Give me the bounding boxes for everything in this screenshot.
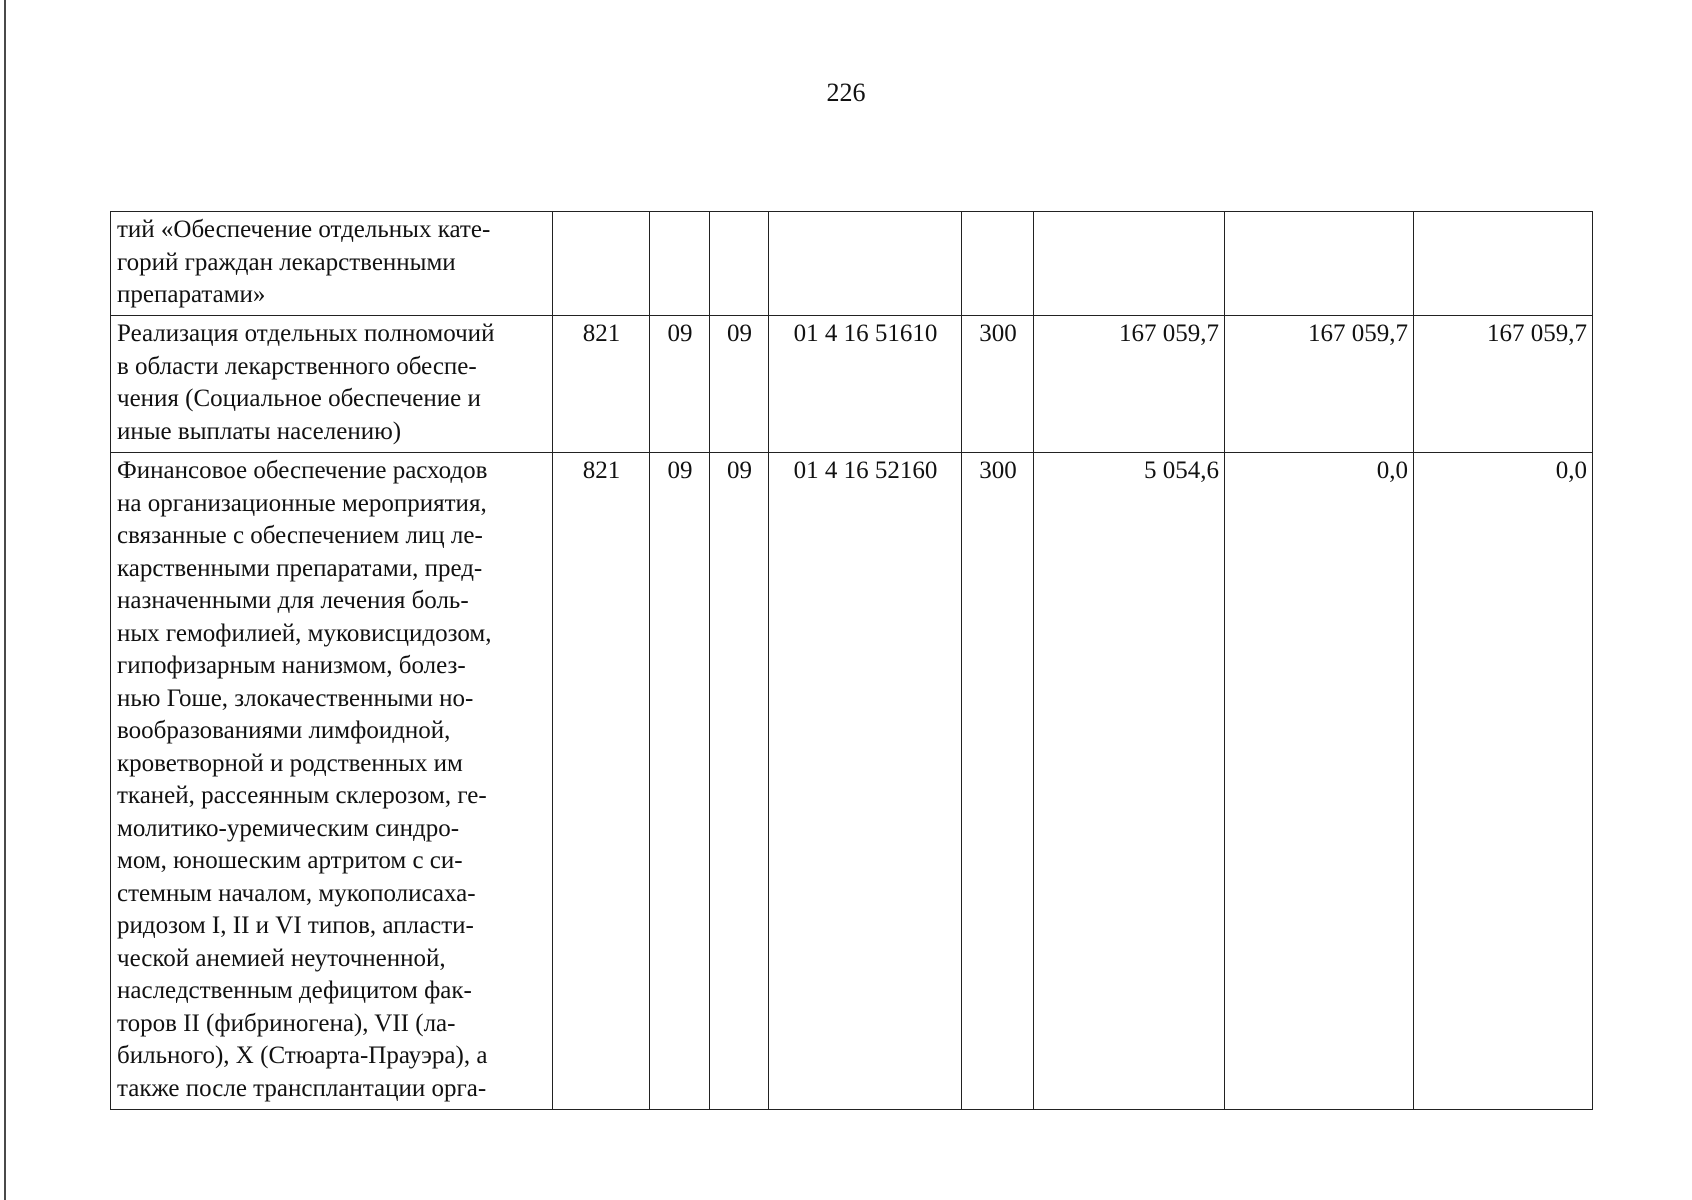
amount-year-2: 167 059,7 <box>1225 316 1414 453</box>
expense-type-code: 300 <box>962 316 1034 453</box>
ministry-code: 821 <box>553 453 650 1110</box>
row-description: Финансовое обеспечение расходов на организационные мероприятия, связанные с обеспечением лиц ле- карственными препаратами, пред- назначенными для лечения боль- ных гемофилией, муковисцидозом, гипофизарным нанизмом, болез- нью Гоше, злокачественными но- вообразованиями лимфоидной, кроветворной и родственных им тканей, рассеянным склерозом, ге- молитико-уремическим синдро- мом, юношеским артритом с си- стемным началом, мукополисаха- ридозом I, II и VI типов, апласти- ческой анемией неуточненной, наследственным дефицитом фак- торов II (фибриногена), VII (ла- бильного), X (Стюарта-Прауэра), а также после трансплантации орга- <box>111 453 553 1110</box>
section-code: 09 <box>650 453 710 1110</box>
table-row <box>111 316 1593 453</box>
subsection-code: 09 <box>710 453 769 1110</box>
subsection-code <box>710 212 769 316</box>
amount-year-1: 167 059,7 <box>1034 316 1225 453</box>
row-description: Реализация отдельных полномочий в области лекарственного обеспе- чения (Социальное обеспечение и иные выплаты населению) <box>111 316 553 453</box>
amount-year-2: 0,0 <box>1225 453 1414 1110</box>
section-code <box>650 212 710 316</box>
ministry-code <box>553 212 650 316</box>
amount-year-2 <box>1225 212 1414 316</box>
expense-type-code: 300 <box>962 453 1034 1110</box>
amount-year-1: 5 054,6 <box>1034 453 1225 1110</box>
amount-year-3: 0,0 <box>1414 453 1593 1110</box>
target-article-code: 01 4 16 51610 <box>769 316 962 453</box>
row-description: тий «Обеспечение отдельных кате- горий граждан лекарственными препаратами» <box>111 212 553 316</box>
ministry-code: 821 <box>553 316 650 453</box>
table-row <box>111 453 1593 1110</box>
expense-type-code <box>962 212 1034 316</box>
budget-table <box>110 211 1593 1110</box>
amount-year-3 <box>1414 212 1593 316</box>
subsection-code: 09 <box>710 316 769 453</box>
scan-edge-line <box>4 0 6 1200</box>
section-code: 09 <box>650 316 710 453</box>
table-row <box>111 212 1593 316</box>
page-number: 226 <box>826 78 866 107</box>
target-article-code: 01 4 16 52160 <box>769 453 962 1110</box>
amount-year-1 <box>1034 212 1225 316</box>
target-article-code <box>769 212 962 316</box>
amount-year-3: 167 059,7 <box>1414 316 1593 453</box>
